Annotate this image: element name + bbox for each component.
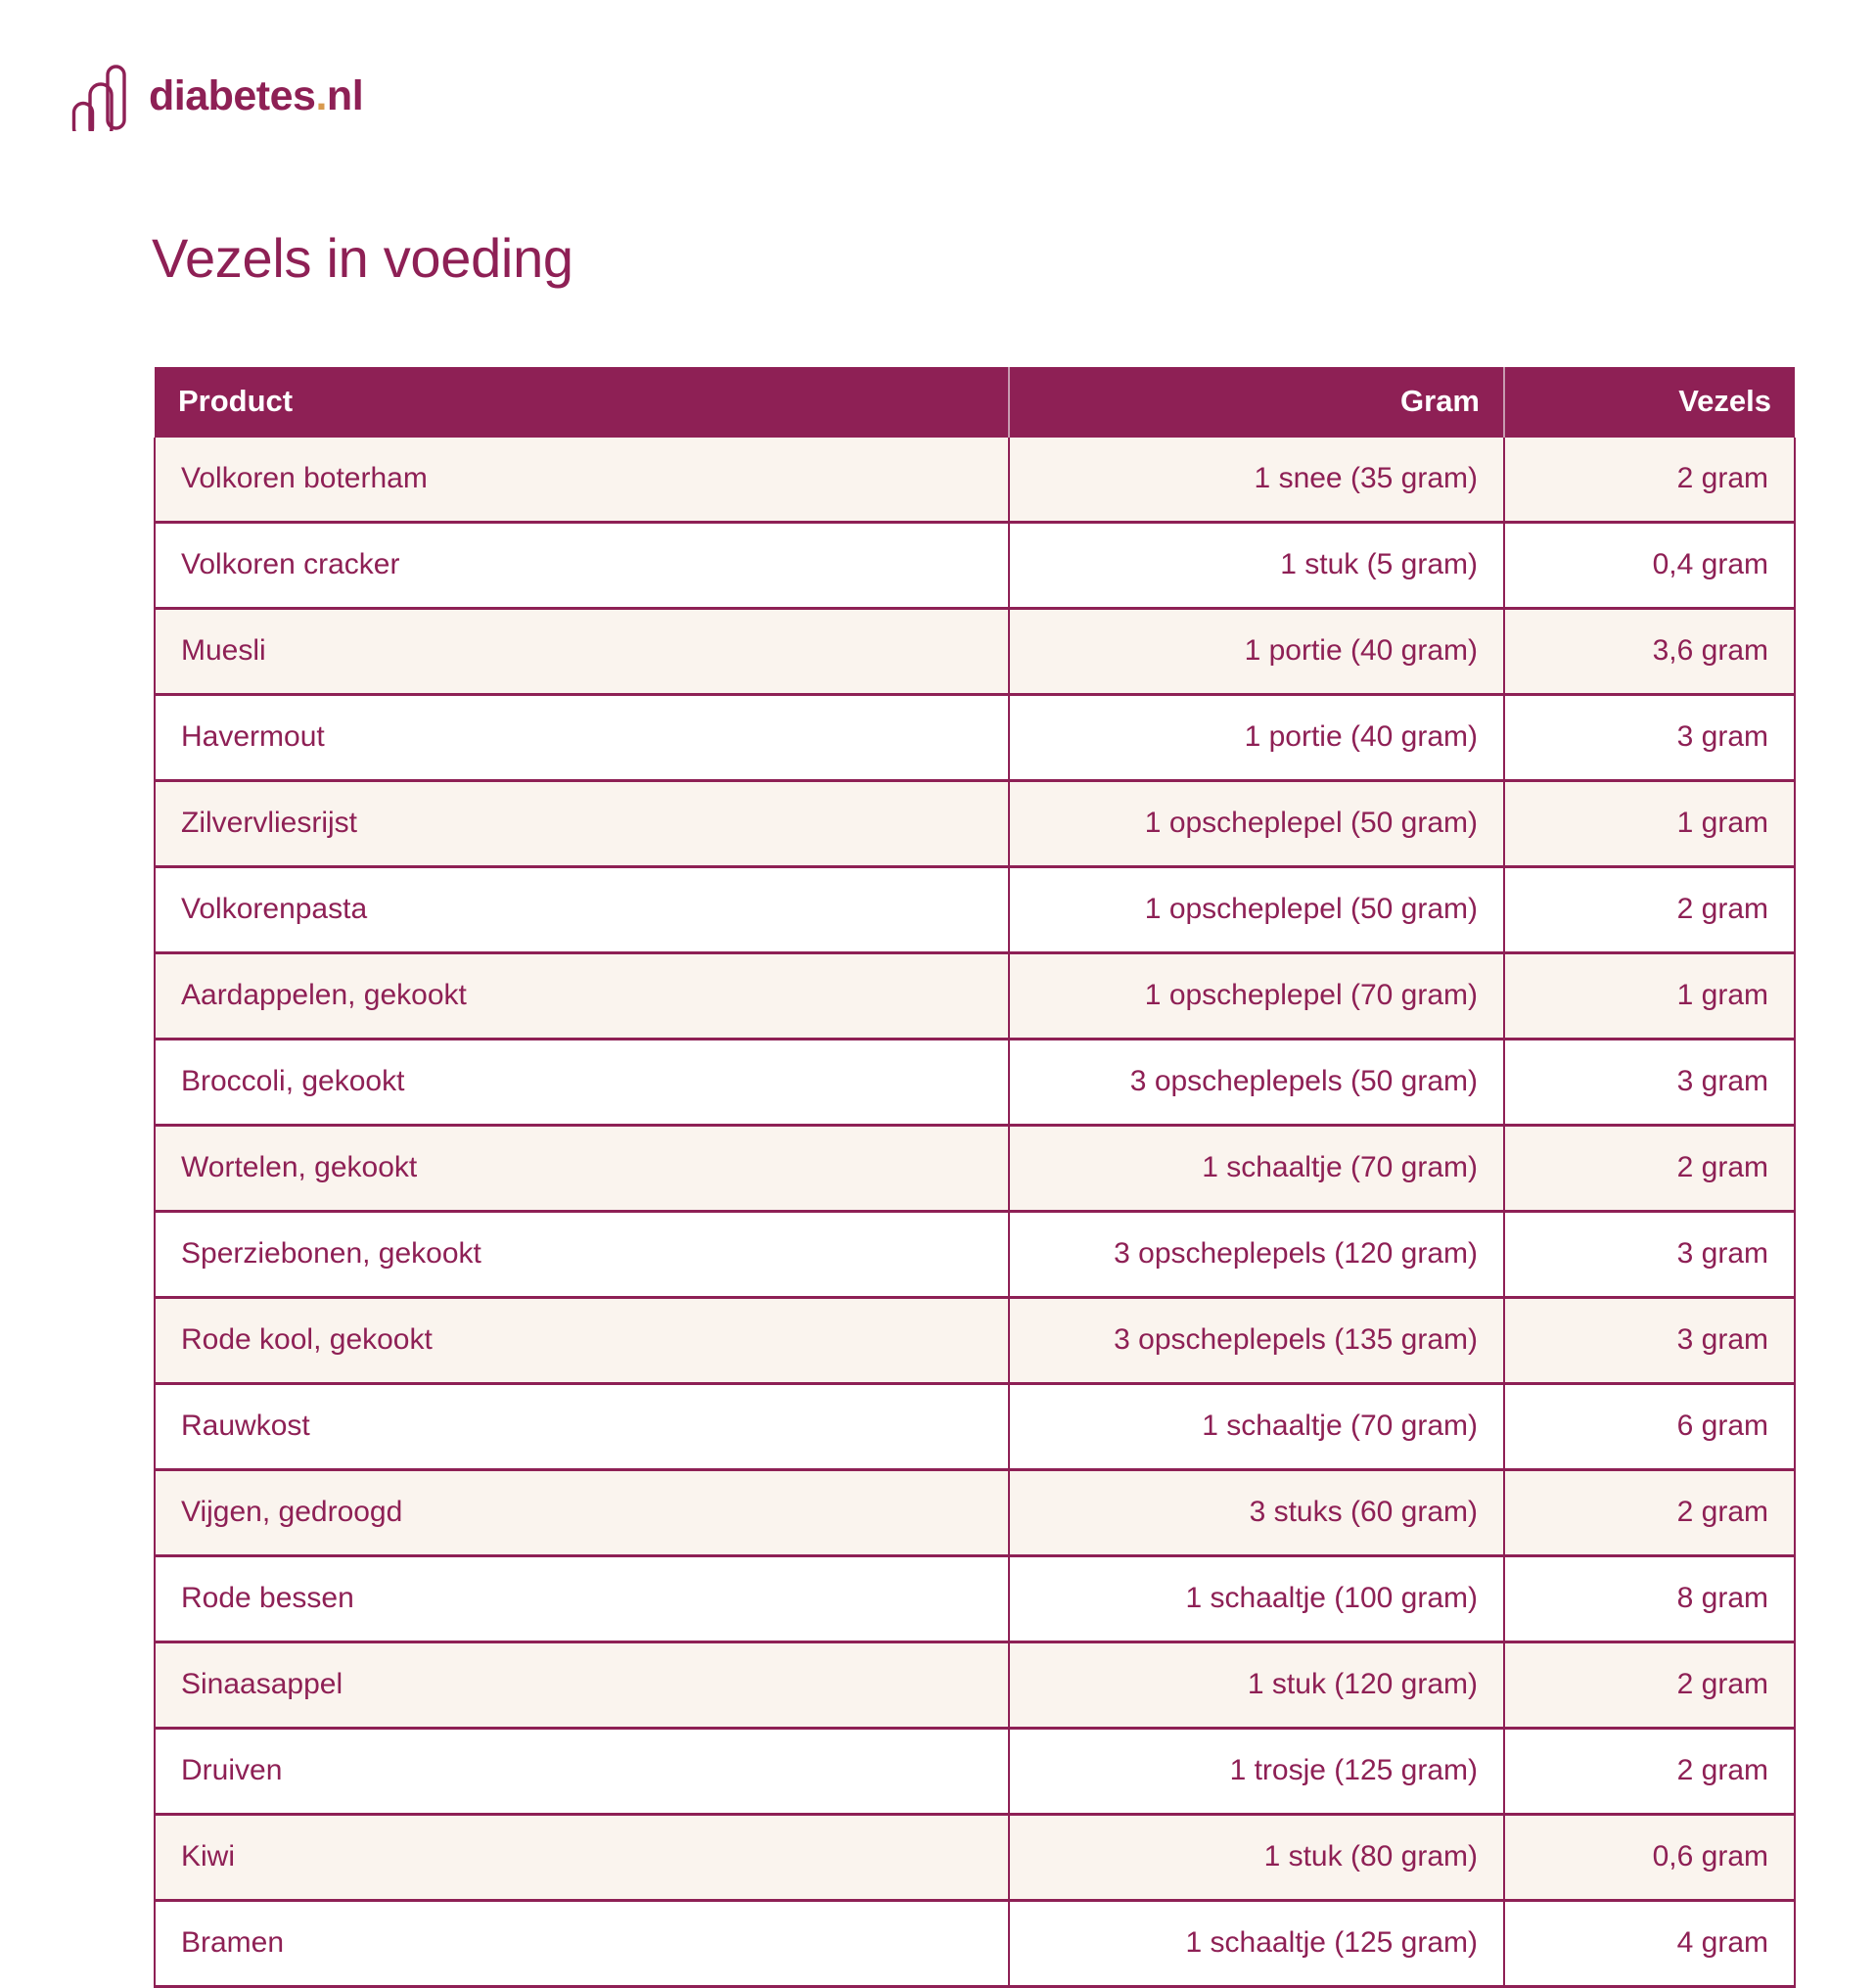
cell-vezels: 3 gram — [1504, 1212, 1795, 1298]
cell-gram: 1 opscheplepel (50 gram) — [1009, 781, 1504, 867]
page-title: Vezels in voeding — [152, 227, 573, 289]
table-row — [155, 1040, 1795, 1126]
cell-vezels: 6 gram — [1504, 1384, 1795, 1470]
cell-product: Druiven — [155, 1729, 1009, 1815]
brand-name-dot: . — [315, 71, 327, 119]
table-row — [155, 1815, 1795, 1901]
cell-product: Zilvervliesrijst — [155, 781, 1009, 867]
cell-gram: 1 portie (40 gram) — [1009, 609, 1504, 695]
cell-product: Volkoren cracker — [155, 523, 1009, 609]
table-row — [155, 523, 1795, 609]
table-body — [155, 438, 1795, 1987]
cell-gram: 1 opscheplepel (50 gram) — [1009, 867, 1504, 953]
cell-vezels: 2 gram — [1504, 438, 1795, 523]
cell-vezels: 3 gram — [1504, 695, 1795, 781]
cell-product: Wortelen, gekookt — [155, 1126, 1009, 1212]
cell-vezels: 0,6 gram — [1504, 1815, 1795, 1901]
cell-product: Rode kool, gekookt — [155, 1298, 1009, 1384]
cell-product: Rauwkost — [155, 1384, 1009, 1470]
cell-vezels: 2 gram — [1504, 867, 1795, 953]
cell-product: Kiwi — [155, 1815, 1009, 1901]
table-head — [155, 367, 1795, 438]
column-header-product: Product — [155, 367, 1009, 438]
table-header-row — [155, 367, 1795, 438]
cell-gram: 1 schaaltje (70 gram) — [1009, 1384, 1504, 1470]
brand-name-tld: nl — [326, 71, 364, 119]
cell-vezels: 2 gram — [1504, 1729, 1795, 1815]
table-row — [155, 438, 1795, 523]
cell-gram: 1 stuk (80 gram) — [1009, 1815, 1504, 1901]
cell-vezels: 2 gram — [1504, 1642, 1795, 1729]
diabetes-d-logo-mark — [70, 61, 127, 131]
cell-gram: 3 opscheplepels (120 gram) — [1009, 1212, 1504, 1298]
table-row — [155, 1212, 1795, 1298]
column-header-gram: Gram — [1009, 367, 1504, 438]
cell-product: Aardappelen, gekookt — [155, 953, 1009, 1040]
cell-product: Rode bessen — [155, 1556, 1009, 1642]
table-row — [155, 953, 1795, 1040]
table-row — [155, 867, 1795, 953]
table-row — [155, 1556, 1795, 1642]
cell-gram: 1 snee (35 gram) — [1009, 438, 1504, 523]
cell-gram: 1 opscheplepel (70 gram) — [1009, 953, 1504, 1040]
cell-product: Broccoli, gekookt — [155, 1040, 1009, 1126]
cell-gram: 3 opscheplepels (50 gram) — [1009, 1040, 1504, 1126]
cell-vezels: 3,6 gram — [1504, 609, 1795, 695]
table-row — [155, 1384, 1795, 1470]
cell-product: Havermout — [155, 695, 1009, 781]
cell-vezels: 3 gram — [1504, 1298, 1795, 1384]
cell-product: Sperziebonen, gekookt — [155, 1212, 1009, 1298]
fiber-table-container — [154, 367, 1794, 1988]
cell-vezels: 0,4 gram — [1504, 523, 1795, 609]
cell-gram: 1 trosje (125 gram) — [1009, 1729, 1504, 1815]
cell-product: Vijgen, gedroogd — [155, 1470, 1009, 1556]
brand-wordmark — [149, 71, 364, 119]
table-row — [155, 1901, 1795, 1987]
cell-product: Muesli — [155, 609, 1009, 695]
fiber-table — [154, 367, 1796, 1988]
table-row — [155, 1729, 1795, 1815]
table-row — [155, 1470, 1795, 1556]
cell-vezels: 1 gram — [1504, 781, 1795, 867]
cell-gram: 1 schaaltje (100 gram) — [1009, 1556, 1504, 1642]
cell-vezels: 4 gram — [1504, 1901, 1795, 1987]
cell-vezels: 8 gram — [1504, 1556, 1795, 1642]
cell-product: Volkorenpasta — [155, 867, 1009, 953]
cell-product: Bramen — [155, 1901, 1009, 1987]
cell-product: Volkoren boterham — [155, 438, 1009, 523]
cell-vezels: 2 gram — [1504, 1126, 1795, 1212]
table-row — [155, 1642, 1795, 1729]
table-row — [155, 609, 1795, 695]
cell-gram: 1 schaaltje (125 gram) — [1009, 1901, 1504, 1987]
table-row — [155, 781, 1795, 867]
cell-gram: 1 portie (40 gram) — [1009, 695, 1504, 781]
cell-gram: 1 schaaltje (70 gram) — [1009, 1126, 1504, 1212]
cell-vezels: 2 gram — [1504, 1470, 1795, 1556]
site-logo[interactable] — [70, 61, 363, 131]
cell-vezels: 1 gram — [1504, 953, 1795, 1040]
table-row — [155, 1298, 1795, 1384]
table-row — [155, 695, 1795, 781]
table-row — [155, 1126, 1795, 1212]
cell-gram: 3 opscheplepels (135 gram) — [1009, 1298, 1504, 1384]
column-header-vezels: Vezels — [1504, 367, 1795, 438]
cell-product: Sinaasappel — [155, 1642, 1009, 1729]
cell-vezels: 3 gram — [1504, 1040, 1795, 1126]
cell-gram: 1 stuk (5 gram) — [1009, 523, 1504, 609]
cell-gram: 1 stuk (120 gram) — [1009, 1642, 1504, 1729]
cell-gram: 3 stuks (60 gram) — [1009, 1470, 1504, 1556]
brand-name-main: diabetes — [149, 71, 316, 119]
